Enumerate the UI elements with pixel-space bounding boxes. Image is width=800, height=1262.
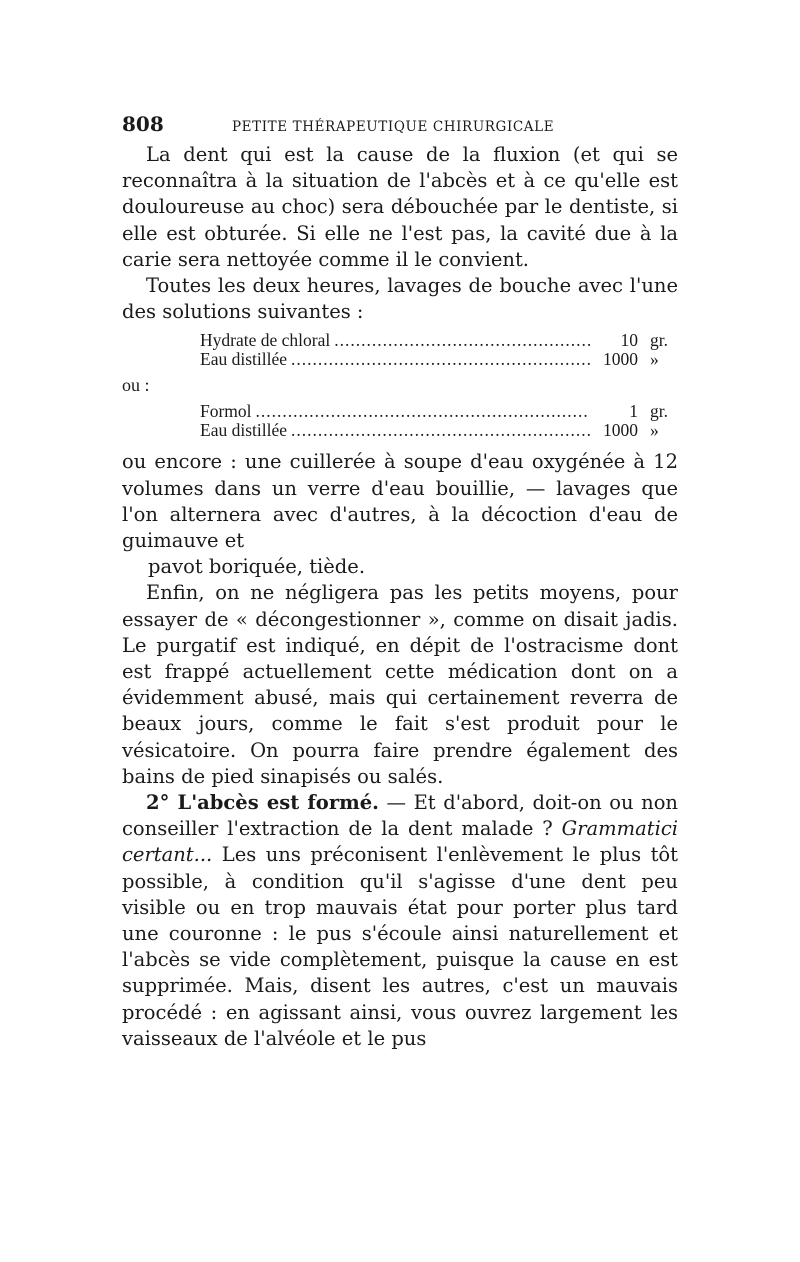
ingredient-unit: » [650,419,659,440]
book-page [122,112,678,1052]
running-head [122,112,678,140]
dot-leader [334,331,590,350]
ingredient-unit: » [650,348,659,369]
ingredient-quantity: 1 [629,401,638,422]
ingredient-quantity: 1000 [603,419,638,440]
formula-row [122,402,690,421]
dot-leader [256,402,590,421]
dot-leader [291,421,590,440]
section-lead: 2° L'abcès est formé. [146,791,379,815]
formula-row [122,350,690,369]
formula-chloral [122,331,678,368]
ingredient-name: Formol [200,401,252,422]
ingredient-name: Hydrate de chloral [200,330,331,351]
paragraph-text: — Et d'abord, doit-on ou non conseiller l'extraction de la dent malade ? [122,791,678,841]
ingredient-quantity: 10 [620,330,638,351]
ingredient-name: Eau distillée [200,348,287,369]
paragraph-fluxion: La dent qui est la cause de la fluxion (et qui se reconnaîtra à la situation de l'abcès et à ce qu'elle est douloureuse au choc) sera débouchée par le dentiste, si elle est obturée. Si elle ne l'est pas, la cavité due à la carie sera nettoyée comme il le convient. [122,143,678,271]
paragraph-eau-oxygenee-end: pavot boriquée, tiède. [148,555,366,579]
ingredient-unit: gr. [650,330,668,351]
latin-quote: Grammatici certant... [122,817,678,867]
ingredient-name: Eau distillée [200,419,287,440]
formula-connector: ou : [122,375,150,396]
dot-leader [291,350,590,369]
paragraph-text: Les uns préconisent l'enlèvement le plus tôt possible, à condition qu'il s'agisse d'une dent peu visible ou en trop mauvais état pour porter plus tard une couronne : le pus s'écoule ainsi naturellement et l'abcès se vide complètement, puisque la cause en est supprimée. Mais, disent les autres, c'est un mauvais procédé : en agissant ainsi, vous ouvrez largement les vaisseaux de l'alvéole et le pus [122,843,678,1050]
formula-formol [122,402,678,439]
page-number: 808 [122,112,164,136]
paragraph-eau-oxygenee: ou encore : une cuillerée à soupe d'eau oxygénée à 12 volumes dans un verre d'eau bouillie, — lavages que l'on alternera avec d'autres, à la décoction d'eau de guimauve et [122,450,678,553]
formula-row [122,331,690,350]
paragraph-lavages: Toutes les deux heures, lavages de bouche avec l'une des solutions suivantes : [122,274,678,324]
paragraph-petits-moyens: Enfin, on ne négligera pas les petits moyens, pour essayer de « décongestionner », comme on disait jadis. Le purgatif est indiqué, en dépit de l'ostracisme dont est frappé actuellement cette médication dont on a évidemment abusé, mais qui certainement reverra de beaux jours, comme le fait s'est produit pour le vésicatoire. On pourra faire prendre également des bains de pied sinapisés ou salés. [122,581,678,788]
running-title: PETITE THÉRAPEUTIQUE CHIRURGICALE [232,119,555,135]
paragraph-abces-forme [122,790,678,1052]
ingredient-quantity: 1000 [603,348,638,369]
formula-row [122,421,690,440]
ingredient-unit: gr. [650,401,668,422]
